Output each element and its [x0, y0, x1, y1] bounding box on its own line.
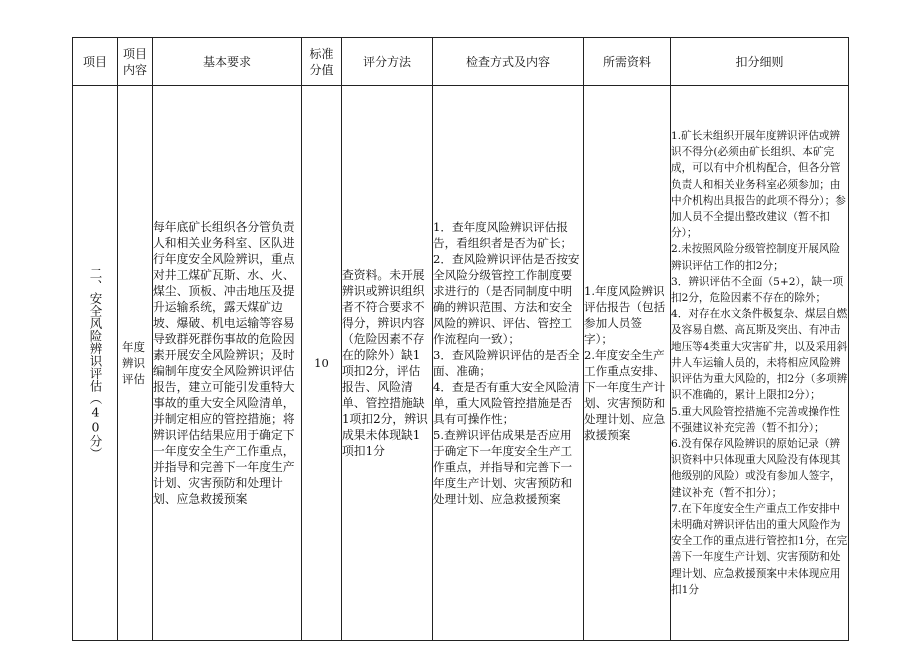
deduct-item-4: 4．对存在水文条件极复杂、煤层自燃及容易自燃、高瓦斯及突出、有冲击地压等4类重大灾害矿井，以及采用斜井人车运输人员的，未将相应风险辨识评估为重大风险的，扣2分（多项辨识不准确的，累计上限扣2分）； [671, 308, 848, 402]
header-score-text: 标准分值 [309, 46, 334, 77]
content-text: 年度辨识评估 [122, 340, 145, 386]
header-method: 评分方法 [342, 38, 433, 86]
item-cell [73, 86, 118, 641]
content-cell [118, 86, 153, 641]
check-item-1: 1．查年度风险辨识评估报告，看组织者是否为矿长； [433, 220, 573, 250]
header-content [118, 38, 153, 86]
check-item-3: 3．查风险辨识评估的是否全面、准确； [433, 348, 580, 378]
deduct-item-6: 6.没有保存风险辨识的原始记录（辨识资料中只体现重大风险没有体现其他级别的风险）或没有参加人签字，建议补充（暂不扣分）； [671, 437, 841, 499]
deduct-item-7: 7.在下年度安全生产重点工作安排中未明确对辨识评估出的重大风险作为安全工作的重点进行管控扣1分，在完善下一年度生产计划、灾害预防和处理计划、应急救援预案中未体现应用扣1分 [671, 502, 848, 596]
requirement-text: 每年底矿长组织各分管负责人和相关业务科室、区队进行年度安全风险辨识，重点对井工煤矿瓦斯、水、火、煤尘、顶板、冲击地压及提升运输系统，露天煤矿边坡、爆破、机电运输等容易导致群死群伤事故的危险因素开展安全风险辨识；及时编制年度安全风险辨识评估报告，建立可能引发重特大事故的重大安全风险清单，并制定相应的管控措施；将辨识评估结果应用于确定下一年度安全生产工作重点，并指导和完善下一年度生产计划、灾害预防和处理计划、应急救援预案 [153, 220, 295, 506]
docs-cell [584, 86, 671, 641]
deduct-item-3: 3．辨识评估不全面（5+2），缺一项扣2分，危险因素不存在的除外； [671, 275, 844, 305]
docs-item-1: 1.年度风险辨识评估报告（包括参加人员签字）； [584, 284, 666, 346]
requirement-cell [153, 86, 302, 641]
deduct-item-1: 1.矿长未组织开展年度辨识评估或辨识不得分(必须由矿长组织、本矿完成，可以有中介机构配合，但各分管负责人和相关业务科室必须参加；由中介机构出具报告的此项不得分）；参加人员不全提出整改建议（暂不扣分）； [671, 130, 846, 240]
header-check: 检查方式及内容 [433, 38, 584, 86]
docs-item-2: 2.年度安全生产工作重点安排、下一年度生产计划、灾害预防和处理计划、应急救援预案 [584, 348, 666, 442]
header-docs: 所需资料 [584, 38, 671, 86]
check-item-2: 2．查风险辨识评估是否按安全风险分级管控工作制度要求进行的（是否同制度中明确的辨识范围、方法和安全风险的辨识、评估、管控工作流程向一致）； [433, 252, 580, 346]
header-requirement: 基本要求 [153, 38, 302, 86]
check-item-5: 5.查辨识评估成果是否应用于确定下一年度安全生产工作重点，并指导和完善下一年度生产计划、灾害预防和处理计划、应急救援预案 [433, 428, 573, 506]
assessment-table [72, 37, 849, 641]
score-value: 10 [314, 356, 329, 370]
header-content-text: 项目内容 [122, 46, 147, 77]
header-row [73, 38, 849, 86]
method-cell [342, 86, 433, 641]
deduct-item-2: 2.未按照风险分级管控制度开展风险辨识评估工作的扣2分； [671, 243, 841, 272]
header-deduct: 扣分细则 [671, 38, 849, 86]
score-cell [302, 86, 342, 641]
header-score [302, 38, 342, 86]
method-text: 查资料。未开展辨识或辨识组织者不符合要求不得分，辨识内容（危险因素不存在的除外）缺1项扣2分，评估报告、风险清单、管控措施缺1项扣2分，辨识成果未体现缺1项扣1分 [342, 268, 428, 458]
header-item: 项目 [73, 38, 118, 86]
deduct-item-5: 5.重大风险管控措施不完善或操作性不强建议补充完善（暂不扣分）； [671, 405, 841, 434]
item-text: 二、安全风险辨识评估（40分） [88, 266, 103, 460]
deduct-cell [671, 86, 849, 641]
check-item-4: 4．查是否有重大安全风险清单，重大风险管控措施是否具有可操作性； [433, 380, 580, 426]
check-cell [433, 86, 584, 641]
table-row [73, 86, 849, 641]
